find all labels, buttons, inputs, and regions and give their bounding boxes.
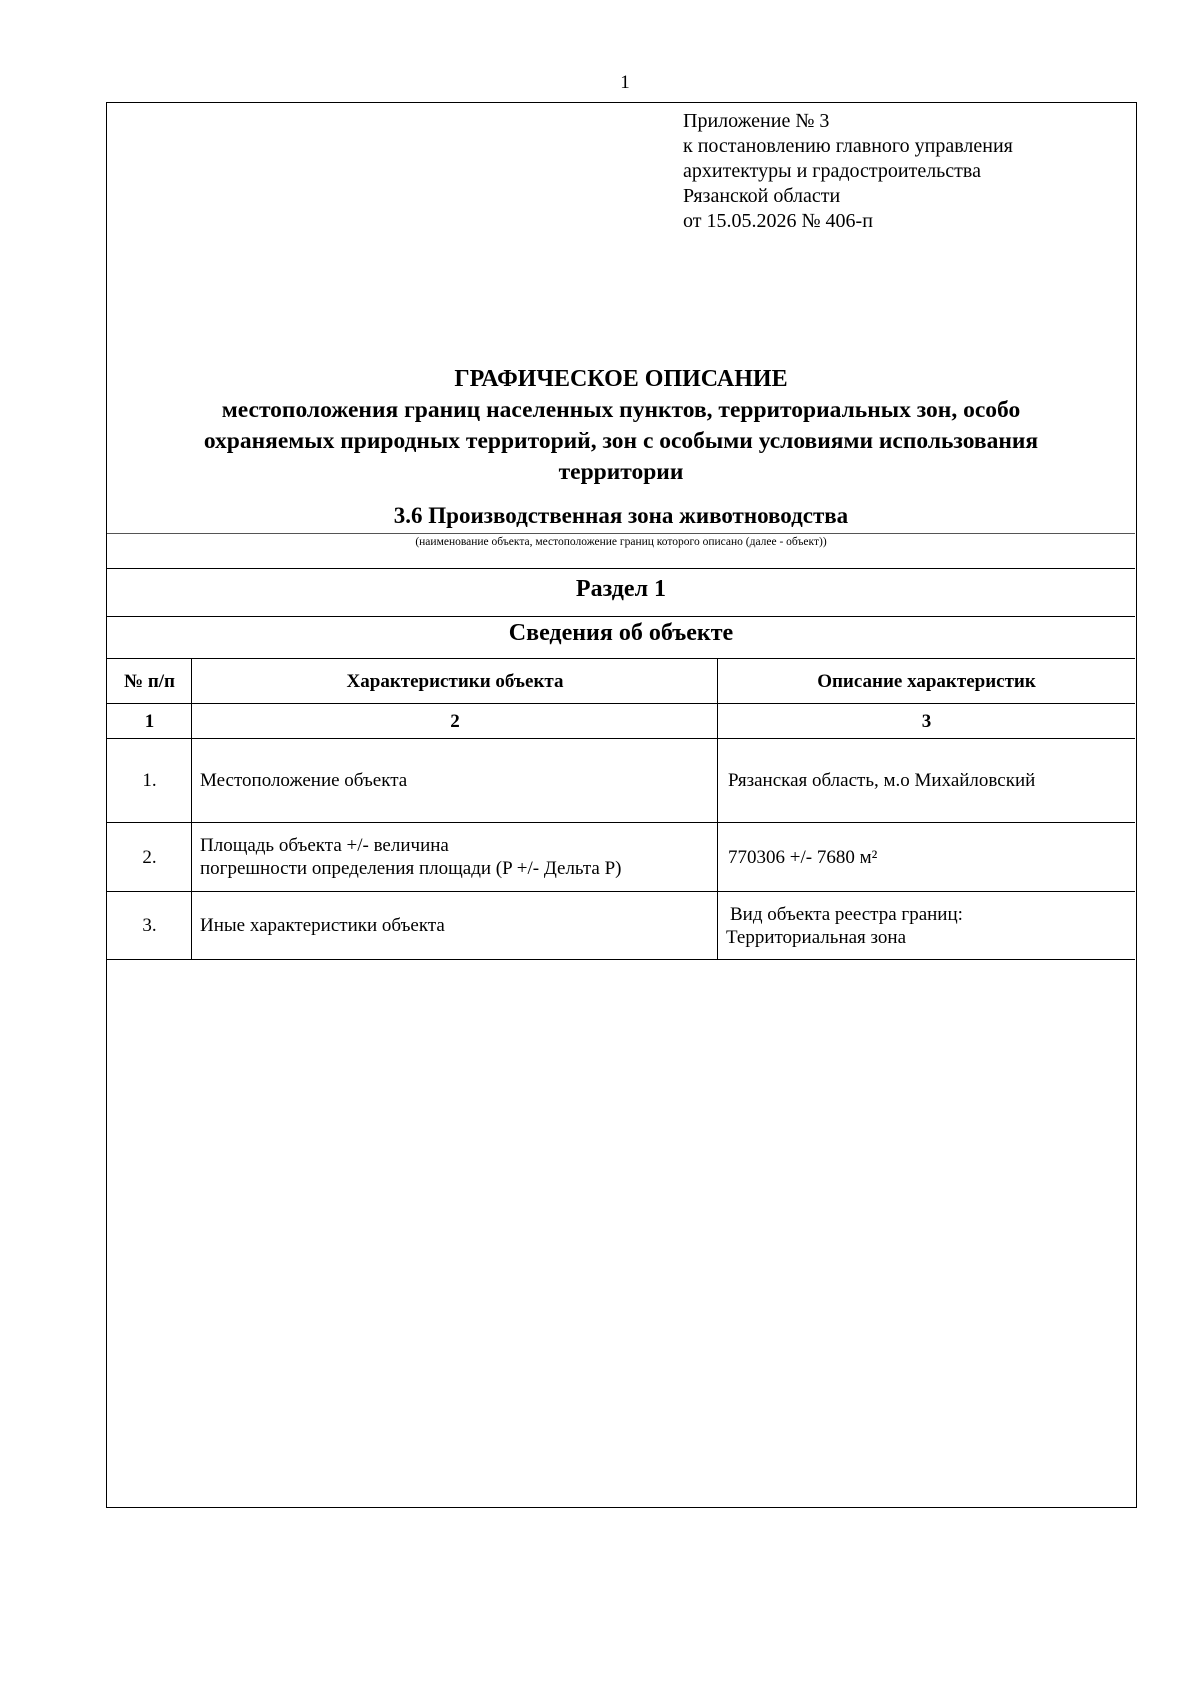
appendix-line: архитектуры и градостроительства: [683, 160, 981, 182]
title-line: местоположения границ населенных пунктов, территориальных зон, особо: [221, 397, 1021, 423]
column-number-label: 3: [921, 710, 932, 732]
table-header-number: № п/п: [123, 670, 176, 692]
column-number-label: 2: [450, 710, 460, 732]
title-line: территории: [558, 459, 684, 485]
row-description-line: Территориальная зона: [726, 926, 907, 948]
appendix-line: Приложение № 3: [683, 110, 830, 132]
divider: [107, 568, 1135, 569]
appendix-line: Рязанской области: [683, 185, 841, 207]
title-line: охраняемых природных территорий, зон с особыми условиями использования: [203, 428, 1039, 454]
appendix-line: к постановлению главного управления: [683, 135, 1013, 157]
row-number: 3.: [142, 915, 157, 936]
row-description: [718, 823, 1135, 891]
row-number: 1.: [142, 770, 157, 791]
title-line: ГРАФИЧЕСКОЕ ОПИСАНИЕ: [454, 366, 788, 392]
section-title: Раздел 1: [575, 576, 667, 602]
row-description-line: 770306 +/- 7680 м²: [728, 846, 878, 868]
object-name: 3.6 Производственная зона животноводства: [393, 503, 849, 528]
row-characteristic-line: Иные характеристики объекта: [200, 915, 445, 936]
appendix-line: от 15.05.2026 № 406-п: [683, 210, 873, 232]
document-title: [107, 364, 1135, 488]
divider: [107, 616, 1135, 617]
row-characteristic-line: Площадь объекта +/- величина: [200, 835, 449, 856]
row-characteristic-line: погрешности определения площади (P +/- Дельта P): [200, 858, 622, 879]
row-characteristic-line: Местоположение объекта: [200, 770, 408, 791]
object-name-underline: [107, 533, 1135, 534]
row-description-line: Вид объекта реестра границ:: [730, 903, 963, 925]
row-characteristic: [192, 739, 718, 822]
row-description: [718, 892, 1135, 959]
table-bottom-border: [107, 959, 1135, 960]
table-header-description: Описание характеристик: [817, 670, 1036, 692]
column-number-label: 1: [144, 710, 155, 732]
appendix-block: [683, 109, 1013, 234]
document-frame: [106, 102, 1137, 1508]
row-description-line: Рязанская область, м.о Михайловский: [728, 770, 1036, 791]
page-number: 1: [620, 72, 630, 93]
row-characteristic: [192, 892, 718, 959]
row-characteristic: [192, 823, 718, 891]
section-subtitle: Сведения об объекте: [508, 620, 734, 646]
row-number: 2.: [142, 846, 157, 868]
table-header-characteristic: Характеристики объекта: [346, 670, 564, 692]
row-description: [718, 739, 1135, 822]
object-caption: (наименование объекта, местоположение границ которого описано (далее - объект)): [415, 536, 827, 548]
